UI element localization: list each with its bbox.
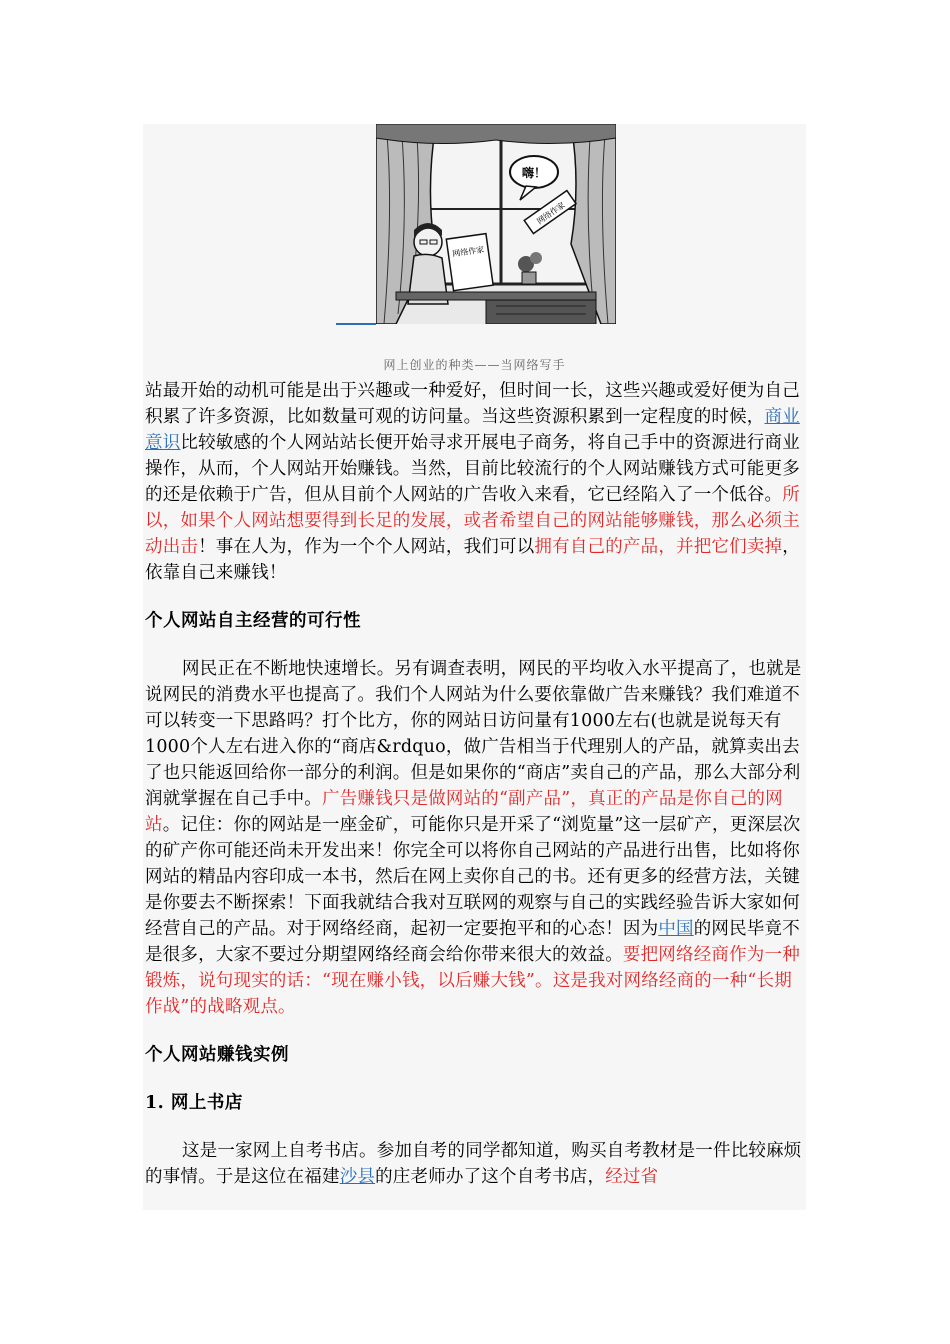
speech-bubble-text: 嗨！ bbox=[521, 166, 547, 180]
subheading-online-bookstore: 1. 网上书店 bbox=[145, 1093, 243, 1113]
text-run: 这是一家网上自考书店。参加自考的同学都知道，购买自考教材是一件比较麻烦的事情。于是这位在福建 bbox=[145, 1141, 802, 1187]
paragraph-1 bbox=[145, 378, 805, 586]
text-run: 网民正在不断地快速增长。另有调查表明，网民的平均收入水平提高了，也就是说网民的消费水平也提高了。我们个人网站为什么要依靠做广告来赚钱？我们难道不可以转变一下思路吗？打个比方，你的网站日访问量有1000左右(也就是说每天有1000个人左右进入你的“商店&rdquo，做广告相当于代理别人的产品，就算卖出去了也只能返回给你一部分的利润。但是如果你的“商店”卖自己的产品，那么大部分利润就掌握在自己手中。 bbox=[145, 659, 802, 809]
highlight-text: 拥有自己的产品，并把它们卖掉 bbox=[534, 537, 783, 557]
text-run: ！事在人为，作为一个个人网站，我们可以 bbox=[198, 537, 535, 557]
highlight-text: 经过省 bbox=[605, 1167, 659, 1187]
paragraph-2 bbox=[145, 656, 805, 1020]
highlight-text: 所以，如果个人网站想要得到长足的发展，或者希望自己的网站能够赚钱，那么必须主动出击 bbox=[145, 485, 800, 557]
text-run: 。记住：你的网站是一座金矿，可能你只是开采了“浏览量”这一层矿产，更深层次的矿产你可能还尚未开发出来！你完全可以将你自己网站的产品进行出售，比如将你网站的精品内容印成一本书，然后在网上卖你自己的书。还有更多的经营方法，关键是你要去不断探索！下面我就结合我对互联网的观察与自己的实践经验告诉大家如何经营自己的产品。对于网络经商，起初一定要抱平和的心态！因为 bbox=[145, 815, 801, 939]
figure-caption: 网上创业的种类——当网络写手 bbox=[383, 358, 566, 372]
text-run: 比较敏感的个人网站站长便开始寻求开展电子商务，将自己手中的资源进行商业操作，从而，个人网站开始赚钱。当然，目前比较流行的个人网站赚钱方式可能更多的还是依赖于广告，但从目前个人网站的广告收入来看，它已经陷入了一个低谷。 bbox=[145, 433, 800, 505]
image-link-underline[interactable] bbox=[336, 323, 376, 325]
section-heading-feasibility: 个人网站自主经营的可行性 bbox=[145, 611, 361, 631]
book-text: 网络作家 bbox=[451, 245, 485, 259]
text-run: 站最开始的动机可能是出于兴趣或一种爱好，但时间一长，这些兴趣或爱好便为自己积累了许多资源，比如数量可观的访问量。当这些资源积累到一定程度的时候， bbox=[145, 381, 800, 427]
link-china[interactable]: 中国 bbox=[658, 919, 694, 939]
article-body bbox=[145, 378, 805, 1190]
highlight-text: 要把网络经商作为一种锻炼，说句现实的话：“现在赚小钱，以后赚大钱”。这是我对网络经商的一种“长期作战”的战略观点。 bbox=[145, 945, 800, 1017]
sign-text: 网络作家 bbox=[535, 200, 567, 227]
section-heading-examples: 个人网站赚钱实例 bbox=[145, 1045, 289, 1065]
text-run: ，依靠自己来赚钱！ bbox=[145, 537, 800, 583]
illustration-image bbox=[376, 124, 616, 324]
paragraph-3 bbox=[145, 1138, 805, 1190]
link-business-awareness[interactable]: 商业意识 bbox=[145, 407, 800, 453]
link-shaxian[interactable]: 沙县 bbox=[339, 1167, 376, 1187]
text-run: 的网民毕竟不是很多，大家不要过分期望网络经商会给你带来很大的效益。 bbox=[145, 919, 800, 965]
highlight-text: 广告赚钱只是做网站的“副产品”，真正的产品是你自己的网站 bbox=[145, 789, 783, 835]
text-run: 的庄老师办了这个自考书店， bbox=[375, 1167, 606, 1187]
cartoon-writer-illustration bbox=[376, 124, 616, 324]
